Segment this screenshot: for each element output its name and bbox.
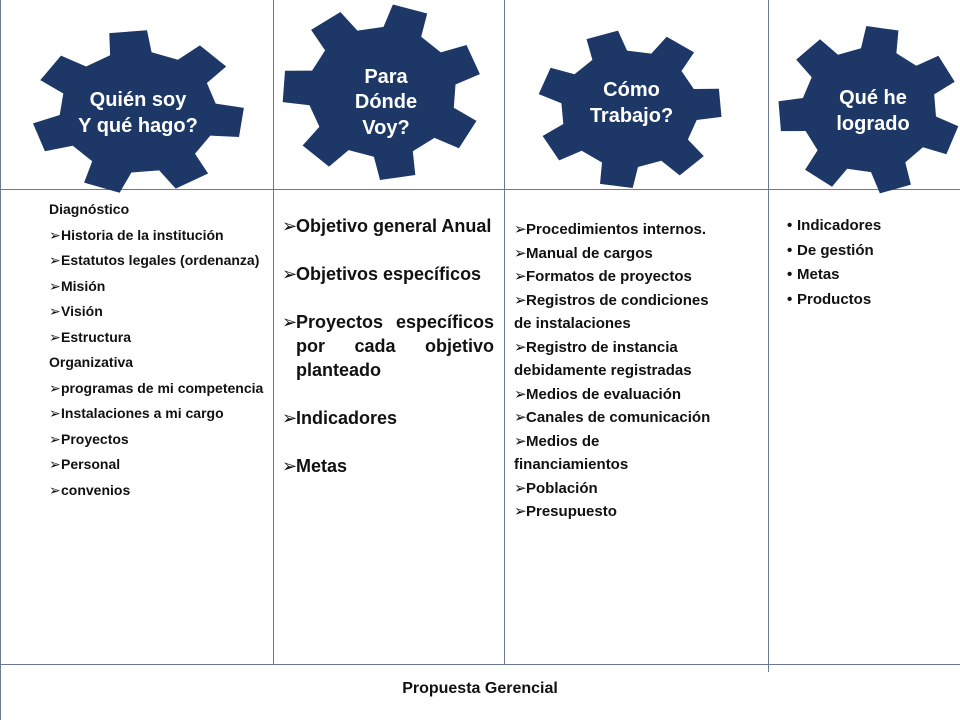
gear-label-line: Trabajo? <box>589 105 674 127</box>
list-item: • Productos <box>787 288 947 313</box>
gear-label-line: Para <box>364 65 408 88</box>
list-item: ➢ Indicadores <box>282 406 494 430</box>
column-como-trabajo <box>514 218 776 524</box>
gear-label-line: Cómo <box>603 79 660 102</box>
list-item: ➢ Medios de evaluación <box>514 383 776 407</box>
footer-divider <box>0 664 960 665</box>
gear-para-donde <box>282 4 482 180</box>
list-item: ➢ Canales de comunicación <box>514 406 776 430</box>
list-item: ➢ Visión <box>49 304 284 318</box>
list-item: ➢ Medios de <box>514 430 776 454</box>
gear-para-donde-label <box>282 4 482 180</box>
list-item: ➢ Misión <box>49 279 284 293</box>
list-item: ➢ Proyectos <box>49 432 284 446</box>
gear-label-line: Qué he <box>839 87 907 110</box>
list-item-continuation: de instalaciones <box>514 315 631 332</box>
gear-label-line: Y qué hago? <box>78 115 198 137</box>
gear-label-line: Voy? <box>362 116 410 139</box>
gear-quien-soy-label <box>32 30 244 194</box>
footer-title: Propuesta Gerencial <box>402 680 558 697</box>
gear-label-line: Dónde <box>354 91 418 114</box>
gear-como-trabajo <box>537 30 722 188</box>
list-item: ➢ Metas <box>282 454 494 478</box>
left-border <box>0 0 1 720</box>
list-item: • De gestión <box>787 239 947 264</box>
list-item: ➢ Manual de cargos <box>514 242 776 266</box>
gear-que-he-logrado-label <box>778 26 960 194</box>
list-item: • Metas <box>787 263 947 288</box>
list-item: ➢ convenios <box>49 483 284 497</box>
list-item: ➢ Proyectos específicos por cada objetivo planteado <box>282 310 494 382</box>
list-item: • Indicadores <box>787 214 947 239</box>
gear-que-he-logrado <box>778 26 960 194</box>
list-item: ➢ Estatutos legales (ordenanza) <box>49 253 284 267</box>
list-item: ➢ Objetivo general Anual <box>282 214 494 238</box>
list-item-continuation: debidamente registradas <box>514 362 692 379</box>
list-item: ➢ Registros de condiciones <box>514 289 776 313</box>
list-item-continuation: financiamientos <box>514 456 629 473</box>
column-para-donde <box>282 214 494 502</box>
list-item: ➢ programas de mi competencia <box>49 381 284 395</box>
list-item: ➢ Procedimientos internos. <box>514 218 776 242</box>
list-item: ➢ Registro de instancia <box>514 336 776 360</box>
column-divider-2 <box>504 0 505 665</box>
list-item: ➢ Presupuesto <box>514 500 776 524</box>
column-quien-soy <box>49 202 284 508</box>
list-item: ➢ Historia de la institución <box>49 228 284 242</box>
gear-label-line: Quién soy <box>89 89 187 112</box>
gear-quien-soy <box>32 30 244 194</box>
list-item: ➢ Población <box>514 477 776 501</box>
list-item: ➢ Personal <box>49 457 284 471</box>
list-item: ➢ Formatos de proyectos <box>514 265 776 289</box>
list-item: ➢ Instalaciones a mi cargo <box>49 406 284 420</box>
list-item: ➢ Objetivos específicos <box>282 262 494 286</box>
gear-como-trabajo-label <box>537 30 722 188</box>
gear-label-line: logrado <box>836 113 910 135</box>
list-item: Organizativa <box>49 354 134 370</box>
list-item: Diagnóstico <box>49 201 130 217</box>
column-que-he-logrado <box>787 214 947 312</box>
list-item: ➢ Estructura <box>49 330 284 344</box>
